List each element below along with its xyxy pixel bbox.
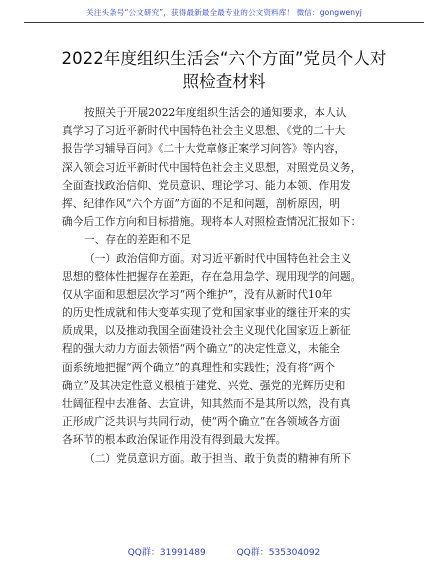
paragraph-line: 按照关于开展2022年度组织生活会的通知要求，本人认 bbox=[84, 106, 347, 119]
paragraph-line: 面系统地把握“两个确立”的真理性和实践性；没有将“两个 bbox=[62, 360, 335, 374]
paragraph-line: 思想的整体性把握存在差距，存在急用急学、现用现学的问题。 bbox=[62, 269, 362, 283]
header-divider bbox=[24, 22, 424, 23]
header-note: 关注头条号“公文研究”，获得最新最全最专业的公文资料库！ 微信：gongwenyj bbox=[86, 8, 362, 17]
paragraph-line: 质成果，以及推动我国全面建设社会主义现代化国家迈上新征 bbox=[62, 324, 351, 338]
paragraph-line: 仅从字面和思想层次学习“两个维护”，没有从新时代10年 bbox=[62, 287, 333, 301]
paragraph-line: 壮阔征程中去准备、去宣讲，知其然而不是其所以然，没有真 bbox=[62, 397, 351, 410]
paragraph-line: 真学习了习近平新时代中国特色社会主义思想、《党的二十大 bbox=[62, 124, 346, 138]
footer bbox=[0, 545, 448, 558]
paragraph-line: 的历史性成就和伟大变革实现了党和国家事业的继往开来的实 bbox=[62, 306, 351, 320]
title-line: 2022年度组织生活会“六个方面”党员个人对 bbox=[61, 49, 387, 68]
title-line: 照检查材料 bbox=[182, 72, 266, 91]
paragraph-line: 确立”及其决定性意义根植于建党、兴党、强党的光辉历史和 bbox=[62, 378, 346, 392]
paragraph-line: 挥、纪律作风“六个方面”方面的不足和问题，剖析原因，明 bbox=[62, 196, 341, 210]
document-body bbox=[62, 104, 392, 468]
paragraph-line: 一、存在的差距和不足 bbox=[84, 233, 191, 247]
paragraph-line: 程的强大动力方面去领悟“两个确立”的决定性意义，未能全 bbox=[62, 342, 341, 356]
paragraph-line: 深入领会习近平新时代中国特色社会主义思想，对照党员义务， bbox=[62, 160, 362, 174]
document-title bbox=[40, 47, 408, 93]
paragraph-line: （二）党员意识方面。敢于担当、敢于负责的精神有所下 bbox=[84, 451, 352, 465]
paragraph-line: 正形成广泛共识与共同行动，使“两个确立”在各领域各方面 bbox=[62, 415, 341, 429]
paragraph-line: 各环节的根本政治保证作用没有得到最大发挥。 bbox=[62, 433, 287, 447]
qq-group-2: QQ群：535304092 bbox=[236, 548, 321, 558]
qq-group-1: QQ群：31991489 bbox=[127, 548, 206, 558]
paragraph-line: 全面查找政治信仰、党员意识、理论学习、能力本领、作用发 bbox=[62, 178, 351, 192]
paragraph-line: 报告学习辅导百问》《二十大党章修正案学习问答》等内容， bbox=[62, 142, 346, 156]
paragraph-line: 确今后工作方向和目标措施。现将本人对照检查情况汇报如下： bbox=[62, 215, 362, 229]
paragraph-line: （一）政治信仰方面。对习近平新时代中国特色社会主义 bbox=[84, 251, 352, 265]
